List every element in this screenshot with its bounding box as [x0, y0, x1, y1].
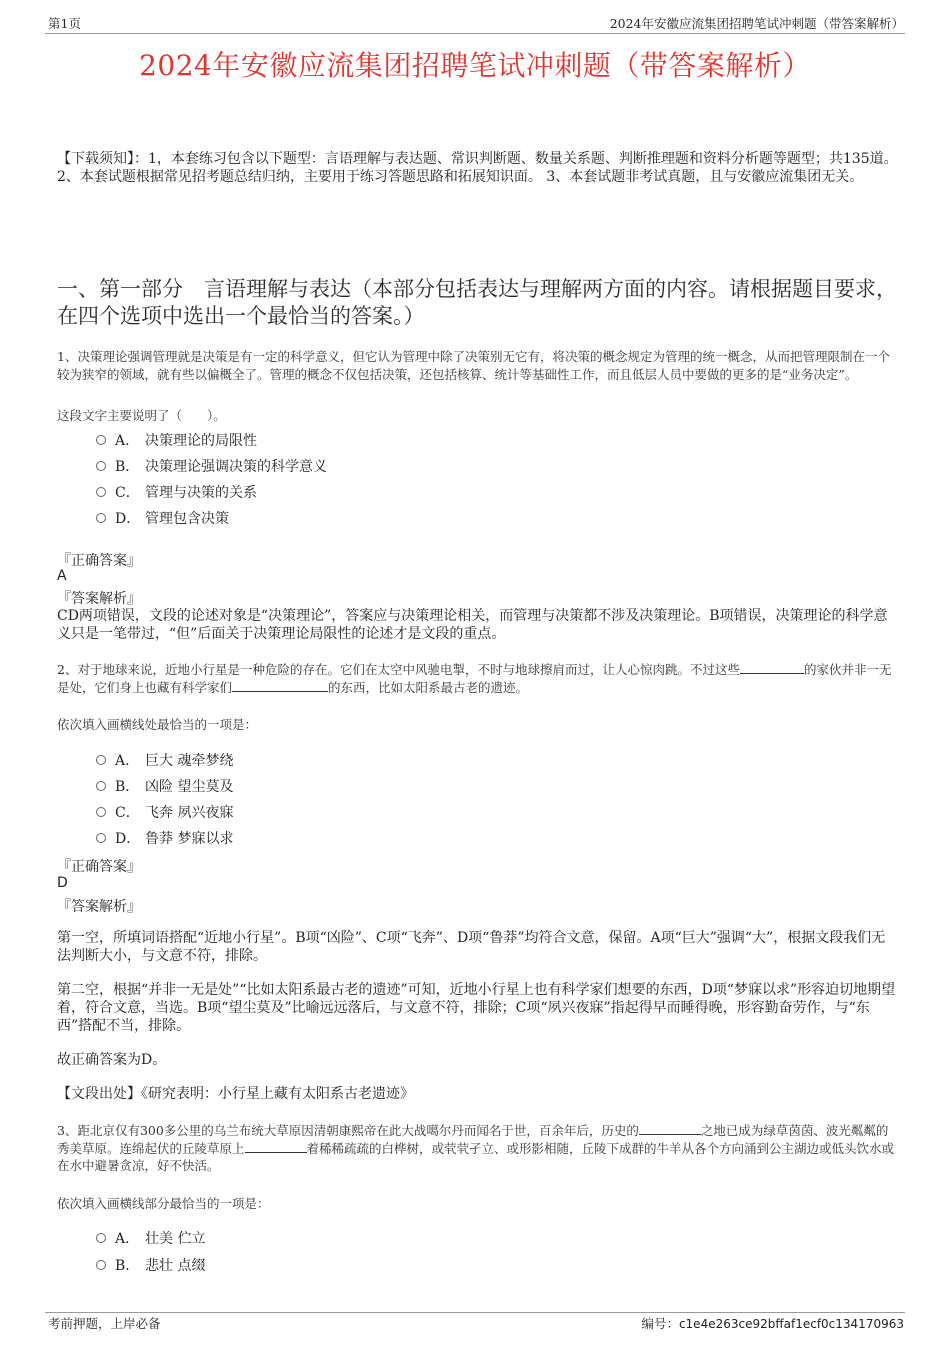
question-2-ask: 依次填入画横线处最恰当的一项是：	[57, 717, 258, 732]
download-notice: 【下载须知】：1，本套练习包含以下题型：言语理解与表达题、常识判断题、数量关系题、判断推理题和资料分析题等题型；共135道。 2、本套试题根据常见招考题总结归纳，主要用于练习答题思路和拓展知识面。 3、本套试题非考试真题，且与安徽应流集团无关。	[57, 151, 898, 185]
question-2-analysis-p1: 第一空，所填词语搭配“近地小行星”。B项“凶险”、C项“飞奔”、D项“鲁莽”均符合文意，保留。A项“巨大”强调“大”，根据文段我们无法判断大小，与文意不符，排除。	[57, 930, 886, 964]
radio-icon[interactable]	[96, 755, 106, 765]
fill-blank	[740, 661, 804, 674]
question-3-option-a[interactable]: A． 壮美 伫立	[96, 1228, 205, 1248]
radio-icon[interactable]	[96, 1233, 106, 1243]
section-heading: 一、第一部分 言语理解与表达（本部分包括表达与理解两方面的内容。请根据题目要求，在四个选项中选出一个最恰当的答案。）	[57, 277, 897, 328]
question-2-option-d[interactable]: D． 鲁莽 梦寐以求	[96, 828, 233, 848]
question-2-source: 【文段出处】《研究表明：小行星上藏有太阳系古老遗迹》	[57, 1086, 414, 1102]
radio-icon[interactable]	[96, 435, 106, 445]
question-2-answer: D	[57, 875, 68, 891]
fill-blank	[639, 1122, 701, 1135]
radio-icon[interactable]	[96, 487, 106, 497]
radio-icon[interactable]	[96, 461, 106, 471]
question-1-option-d[interactable]: D． 管理包含决策	[96, 508, 229, 528]
question-1-option-c[interactable]: C． 管理与决策的关系	[96, 482, 257, 502]
header-doc-title: 2024年安徽应流集团招聘笔试冲刺题（带答案解析）	[609, 16, 904, 31]
footer-slogan: 考前押题，上岸必备	[48, 1316, 161, 1331]
radio-icon[interactable]	[96, 807, 106, 817]
question-3-ask: 依次填入画横线部分最恰当的一项是：	[57, 1196, 270, 1211]
radio-icon[interactable]	[96, 781, 106, 791]
question-1-analysis-label: 『答案解析』	[57, 591, 141, 607]
question-1-stem: 1、决策理论强调管理就是决策是有一定的科学意义，但它认为管理中除了决策别无它有，将决策的概念规定为管理的统一概念，从而把管理限制在一个较为狭窄的领域，就有些以偏概全了。管理的概念不仅包括决策，还包括核算、统计等基础性工作，而且低层人员中要做的更多的是“业务决定”。	[57, 349, 890, 382]
radio-icon[interactable]	[96, 833, 106, 843]
question-2-analysis-p3: 故正确答案为D。	[57, 1052, 167, 1068]
question-2-option-a[interactable]: A． 巨大 魂牵梦绕	[96, 750, 233, 770]
radio-icon[interactable]	[96, 1260, 106, 1270]
fill-blank	[232, 679, 328, 692]
question-1-option-a[interactable]: A． 决策理论的局限性	[96, 430, 257, 450]
question-2-option-b[interactable]: B． 凶险 望尘莫及	[96, 776, 233, 796]
page-title: 2024年安徽应流集团招聘笔试冲刺题（带答案解析）	[139, 49, 811, 82]
footer-code: 编号：c1e4e263ce92bffaf1ecf0c134170963	[641, 1316, 904, 1331]
fill-blank	[245, 1140, 307, 1153]
question-1-answer-label: 『正确答案』	[57, 553, 141, 569]
question-1-answer: A	[57, 568, 67, 584]
question-3-stem: 3、距北京仅有300多公里的乌兰布统大草原因清朝康熙帝在此大战噶尔丹而闻名于世，百余年后，历史的 之地已成为绿草茵茵、波光粼粼的秀美草原。连绵起伏的丘陵草原上 着稀稀疏疏的白桦树，或茕茕孑立、或形影相随，丘陵下成群的牛羊从各个方向涌到公主湖边或低头饮水或在水中避暑贪凉，好不快活。	[57, 1123, 895, 1173]
question-2-answer-label: 『正确答案』	[57, 859, 141, 875]
question-1-analysis: CD两项错误，文段的论述对象是“决策理论”，答案应与决策理论相关，而管理与决策都不涉及决策理论。B项错误，决策理论的科学意义只是一笔带过，“但”后面关于决策理论局限性的论述才是文段的重点。	[57, 608, 888, 642]
header-divider	[45, 33, 905, 34]
question-2-stem: 2、对于地球来说，近地小行星是一种危险的存在。它们在太空中风驰电掣，不时与地球擦肩而过，让人心惊肉跳。不过这些 的家伙并非一无是处，它们身上也藏有科学家们 的东西，比如太阳系最古老的遗迹。	[57, 662, 892, 695]
question-1-ask: 这段文字主要说明了（ ）。	[57, 408, 226, 423]
question-1-option-b[interactable]: B． 决策理论强调决策的科学意义	[96, 456, 327, 476]
footer-divider	[45, 1312, 905, 1313]
radio-icon[interactable]	[96, 513, 106, 523]
question-2-option-c[interactable]: C． 飞奔 夙兴夜寐	[96, 802, 233, 822]
question-3-option-b[interactable]: B． 悲壮 点缀	[96, 1255, 205, 1275]
question-2-analysis-p2: 第二空，根据“并非一无是处”“比如太阳系最古老的遗迹”可知，近地小行星上也有科学家们想要的东西，D项“梦寐以求”形容迫切地期望着，符合文意，当选。B项“望尘莫及”比喻远远落后，与文意不符，排除；C项“夙兴夜寐”指起得早而睡得晚，形容勤奋劳作，与“东西”搭配不当，排除。	[57, 982, 896, 1034]
header-page-number: 第1页	[48, 16, 81, 31]
question-2-analysis-label: 『答案解析』	[57, 899, 141, 915]
